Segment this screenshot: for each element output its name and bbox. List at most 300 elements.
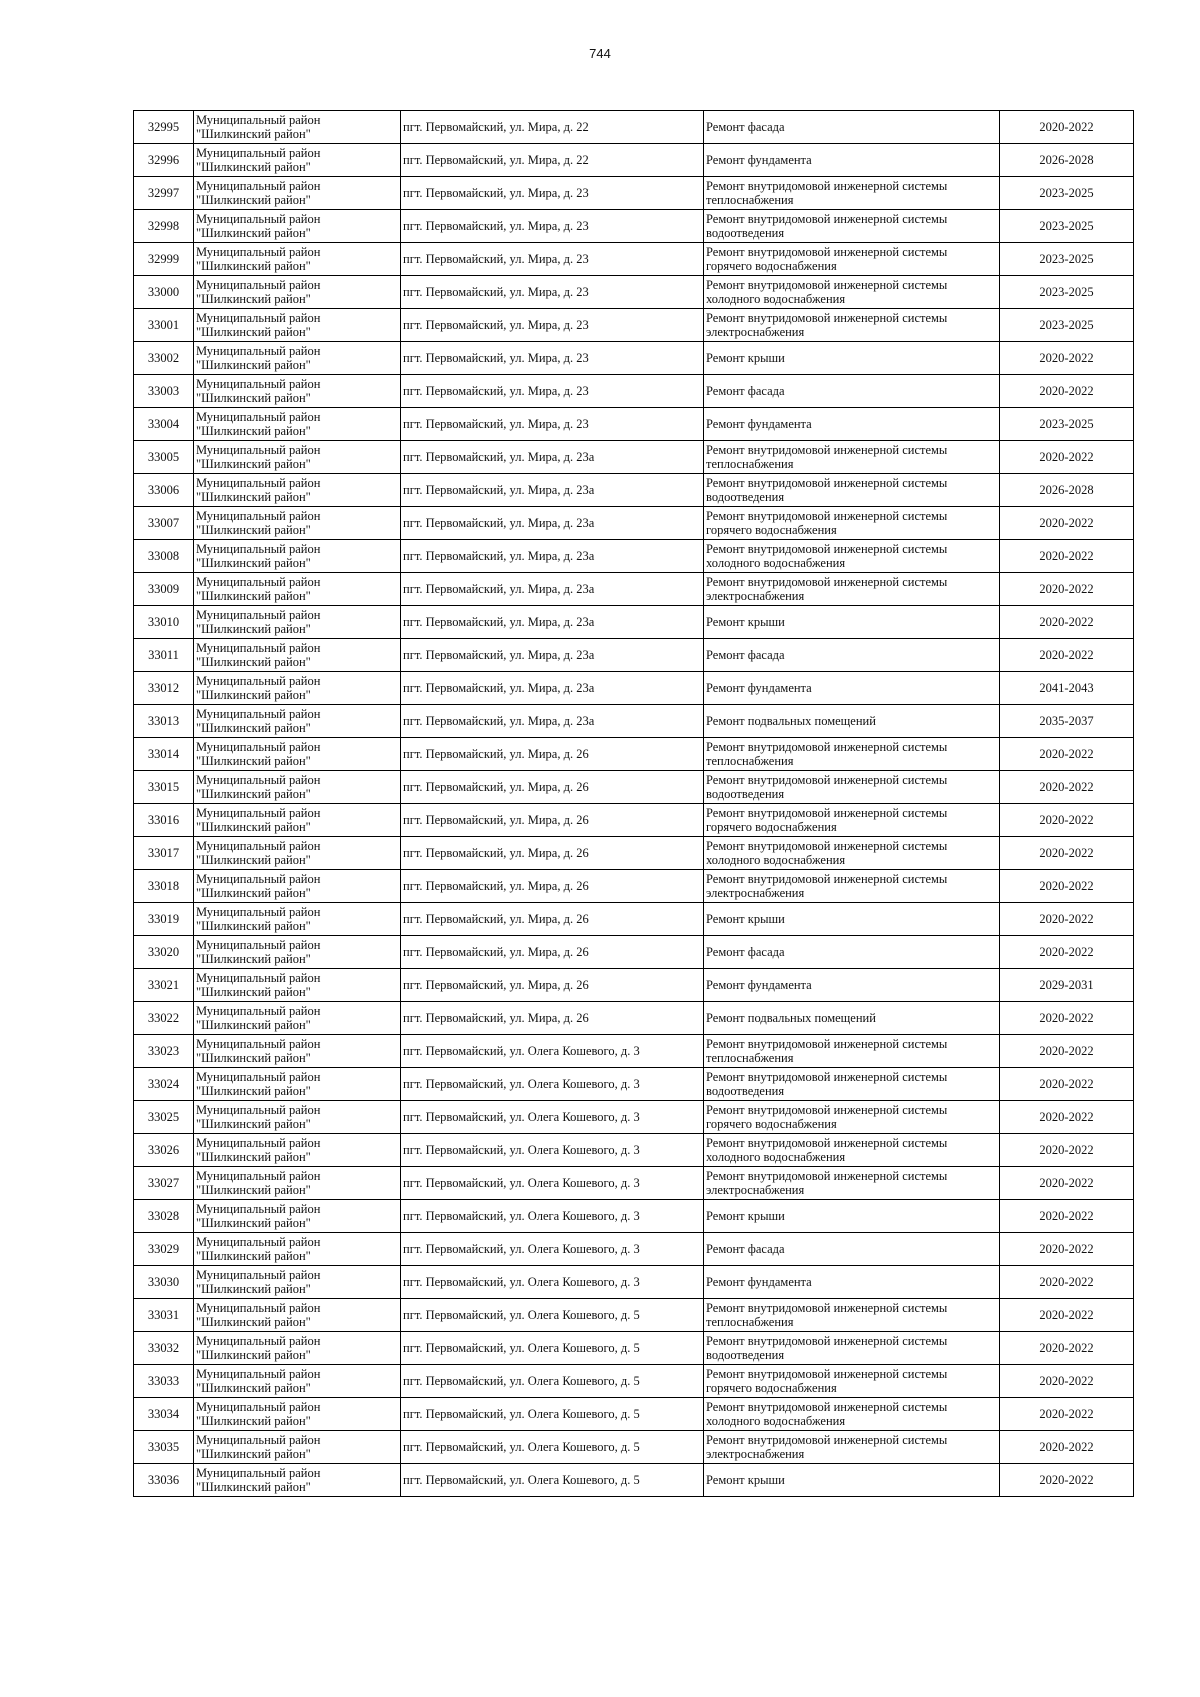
municipality-cell	[194, 375, 401, 408]
municipality-line-1: Муниципальный район	[196, 1465, 321, 1480]
work-type-cell	[704, 1299, 1000, 1332]
municipality-cell	[194, 1035, 401, 1068]
address-cell: пгт. Первомайский, ул. Олега Кошевого, д. 3	[401, 1167, 704, 1200]
work-type-line-2: водоотведения	[706, 226, 785, 240]
table-row	[134, 672, 1134, 705]
municipality-line-1: Муниципальный район	[196, 904, 321, 919]
work-type-cell	[704, 507, 1000, 540]
address-cell: пгт. Первомайский, ул. Мира, д. 23а	[401, 705, 704, 738]
municipality-line-2: "Шилкинский район"	[196, 292, 311, 306]
period-cell: 2020-2022	[1000, 441, 1134, 474]
municipality-line-2: "Шилкинский район"	[196, 886, 311, 900]
work-type-line-1: Ремонт фасада	[706, 383, 785, 398]
address-cell: пгт. Первомайский, ул. Мира, д. 26	[401, 837, 704, 870]
work-type-cell	[704, 1101, 1000, 1134]
address-cell: пгт. Первомайский, ул. Олега Кошевого, д. 3	[401, 1200, 704, 1233]
municipality-line-2: "Шилкинский район"	[196, 853, 311, 867]
row-number: 33019	[134, 903, 194, 936]
work-type-line-2: электроснабжения	[706, 1447, 805, 1461]
municipality-line-2: "Шилкинский район"	[196, 325, 311, 339]
table-row	[134, 243, 1134, 276]
municipality-line-1: Муниципальный район	[196, 1069, 321, 1084]
row-number: 33023	[134, 1035, 194, 1068]
municipality-line-1: Муниципальный район	[196, 1267, 321, 1282]
municipality-line-1: Муниципальный район	[196, 1432, 321, 1447]
address-cell: пгт. Первомайский, ул. Олега Кошевого, д. 3	[401, 1266, 704, 1299]
municipality-line-1: Муниципальный район	[196, 673, 321, 688]
work-type-line-2: водоотведения	[706, 1084, 785, 1098]
period-cell: 2026-2028	[1000, 144, 1134, 177]
work-type-line-2: горячего водоснабжения	[706, 523, 837, 537]
work-type-line-1: Ремонт внутридомовой инженерной системы	[706, 1102, 948, 1117]
municipality-line-1: Муниципальный район	[196, 1201, 321, 1216]
row-number: 33004	[134, 408, 194, 441]
municipality-line-2: "Шилкинский район"	[196, 160, 311, 174]
municipality-cell	[194, 441, 401, 474]
table-row	[134, 1035, 1134, 1068]
table-row	[134, 375, 1134, 408]
work-type-cell	[704, 276, 1000, 309]
row-number: 32997	[134, 177, 194, 210]
address-cell: пгт. Первомайский, ул. Мира, д. 23	[401, 276, 704, 309]
period-cell: 2020-2022	[1000, 1167, 1134, 1200]
table-row	[134, 969, 1134, 1002]
table-row	[134, 408, 1134, 441]
work-type-line-1: Ремонт фундамента	[706, 1274, 812, 1289]
work-type-line-1: Ремонт внутридомовой инженерной системы	[706, 310, 948, 325]
table-row	[134, 903, 1134, 936]
work-type-line-2: электроснабжения	[706, 886, 805, 900]
work-type-line-1: Ремонт внутридомовой инженерной системы	[706, 1333, 948, 1348]
address-cell: пгт. Первомайский, ул. Мира, д. 26	[401, 903, 704, 936]
row-number: 33029	[134, 1233, 194, 1266]
municipality-line-2: "Шилкинский район"	[196, 1150, 311, 1164]
table-row	[134, 771, 1134, 804]
municipality-cell	[194, 1002, 401, 1035]
work-type-line-1: Ремонт крыши	[706, 350, 785, 365]
work-type-line-1: Ремонт внутридомовой инженерной системы	[706, 1135, 948, 1150]
address-cell: пгт. Первомайский, ул. Мира, д. 26	[401, 804, 704, 837]
work-type-line-2: теплоснабжения	[706, 1051, 794, 1065]
municipality-line-1: Муниципальный район	[196, 607, 321, 622]
work-type-cell	[704, 1398, 1000, 1431]
table-body	[134, 111, 1134, 1497]
work-type-cell	[704, 936, 1000, 969]
address-cell: пгт. Первомайский, ул. Олега Кошевого, д. 5	[401, 1365, 704, 1398]
row-number: 33016	[134, 804, 194, 837]
table-row	[134, 870, 1134, 903]
work-type-line-1: Ремонт фундамента	[706, 416, 812, 431]
address-cell: пгт. Первомайский, ул. Мира, д. 26	[401, 936, 704, 969]
address-cell: пгт. Первомайский, ул. Олега Кошевого, д. 3	[401, 1068, 704, 1101]
work-type-line-1: Ремонт внутридомовой инженерной системы	[706, 541, 948, 556]
period-cell: 2035-2037	[1000, 705, 1134, 738]
municipality-cell	[194, 837, 401, 870]
period-cell: 2029-2031	[1000, 969, 1134, 1002]
period-cell: 2020-2022	[1000, 1332, 1134, 1365]
table-row	[134, 342, 1134, 375]
municipality-cell	[194, 111, 401, 144]
period-cell: 2023-2025	[1000, 276, 1134, 309]
table-row	[134, 738, 1134, 771]
address-cell: пгт. Первомайский, ул. Олега Кошевого, д. 5	[401, 1464, 704, 1497]
work-type-cell	[704, 408, 1000, 441]
work-type-cell	[704, 1332, 1000, 1365]
row-number: 33017	[134, 837, 194, 870]
address-cell: пгт. Первомайский, ул. Олега Кошевого, д. 3	[401, 1134, 704, 1167]
municipality-line-1: Муниципальный район	[196, 574, 321, 589]
table-row	[134, 1068, 1134, 1101]
work-type-cell	[704, 804, 1000, 837]
municipality-line-2: "Шилкинский район"	[196, 391, 311, 405]
work-type-cell	[704, 1266, 1000, 1299]
municipality-line-2: "Шилкинский район"	[196, 655, 311, 669]
municipality-line-2: "Шилкинский район"	[196, 1117, 311, 1131]
address-cell: пгт. Первомайский, ул. Олега Кошевого, д. 3	[401, 1233, 704, 1266]
period-cell: 2041-2043	[1000, 672, 1134, 705]
work-type-cell	[704, 672, 1000, 705]
period-cell: 2020-2022	[1000, 804, 1134, 837]
table-row	[134, 936, 1134, 969]
row-number: 33011	[134, 639, 194, 672]
municipality-line-1: Муниципальный район	[196, 310, 321, 325]
table-row	[134, 1233, 1134, 1266]
work-type-line-1: Ремонт внутридомовой инженерной системы	[706, 574, 948, 589]
work-type-cell	[704, 705, 1000, 738]
period-cell: 2020-2022	[1000, 1266, 1134, 1299]
row-number: 33030	[134, 1266, 194, 1299]
work-type-line-1: Ремонт фасада	[706, 1241, 785, 1256]
work-type-cell	[704, 1134, 1000, 1167]
row-number: 33014	[134, 738, 194, 771]
municipality-cell	[194, 1431, 401, 1464]
row-number: 33010	[134, 606, 194, 639]
work-type-line-2: холодного водоснабжения	[706, 556, 846, 570]
municipality-line-1: Муниципальный район	[196, 1399, 321, 1414]
work-type-line-1: Ремонт внутридомовой инженерной системы	[706, 178, 948, 193]
work-type-line-1: Ремонт внутридомовой инженерной системы	[706, 244, 948, 259]
period-cell: 2020-2022	[1000, 1431, 1134, 1464]
work-type-cell	[704, 738, 1000, 771]
address-cell: пгт. Первомайский, ул. Мира, д. 26	[401, 969, 704, 1002]
work-type-cell	[704, 1035, 1000, 1068]
row-number: 33007	[134, 507, 194, 540]
municipality-line-1: Муниципальный район	[196, 1234, 321, 1249]
table-row	[134, 144, 1134, 177]
repair-schedule-table	[133, 110, 1134, 1497]
work-type-line-1: Ремонт внутридомовой инженерной системы	[706, 838, 948, 853]
municipality-cell	[194, 1200, 401, 1233]
municipality-cell	[194, 210, 401, 243]
municipality-cell	[194, 342, 401, 375]
work-type-cell	[704, 1233, 1000, 1266]
work-type-cell	[704, 210, 1000, 243]
municipality-line-2: "Шилкинский район"	[196, 1315, 311, 1329]
work-type-cell	[704, 540, 1000, 573]
period-cell: 2020-2022	[1000, 573, 1134, 606]
address-cell: пгт. Первомайский, ул. Мира, д. 23	[401, 177, 704, 210]
row-number: 33022	[134, 1002, 194, 1035]
municipality-line-1: Муниципальный район	[196, 1036, 321, 1051]
municipality-line-2: "Шилкинский район"	[196, 259, 311, 273]
municipality-line-2: "Шилкинский район"	[196, 490, 311, 504]
row-number: 33036	[134, 1464, 194, 1497]
period-cell: 2020-2022	[1000, 738, 1134, 771]
work-type-line-1: Ремонт внутридомовой инженерной системы	[706, 772, 948, 787]
row-number: 33012	[134, 672, 194, 705]
municipality-line-1: Муниципальный район	[196, 970, 321, 985]
work-type-cell	[704, 309, 1000, 342]
work-type-line-2: холодного водоснабжения	[706, 1414, 846, 1428]
municipality-line-1: Муниципальный район	[196, 1003, 321, 1018]
work-type-line-1: Ремонт крыши	[706, 1472, 785, 1487]
table-row	[134, 1431, 1134, 1464]
row-number: 32998	[134, 210, 194, 243]
work-type-cell	[704, 870, 1000, 903]
address-cell: пгт. Первомайский, ул. Мира, д. 23а	[401, 441, 704, 474]
work-type-cell	[704, 111, 1000, 144]
work-type-line-1: Ремонт внутридомовой инженерной системы	[706, 211, 948, 226]
work-type-cell	[704, 969, 1000, 1002]
work-type-line-2: холодного водоснабжения	[706, 1150, 846, 1164]
municipality-line-1: Муниципальный район	[196, 145, 321, 160]
municipality-line-2: "Шилкинский район"	[196, 457, 311, 471]
work-type-line-2: холодного водоснабжения	[706, 292, 846, 306]
municipality-line-1: Муниципальный район	[196, 640, 321, 655]
address-cell: пгт. Первомайский, ул. Мира, д. 26	[401, 1002, 704, 1035]
row-number: 33026	[134, 1134, 194, 1167]
period-cell: 2020-2022	[1000, 1398, 1134, 1431]
period-cell: 2023-2025	[1000, 408, 1134, 441]
address-cell: пгт. Первомайский, ул. Мира, д. 23а	[401, 540, 704, 573]
work-type-cell	[704, 771, 1000, 804]
address-cell: пгт. Первомайский, ул. Мира, д. 23	[401, 375, 704, 408]
municipality-line-1: Муниципальный район	[196, 871, 321, 886]
work-type-line-1: Ремонт крыши	[706, 1208, 785, 1223]
work-type-line-1: Ремонт крыши	[706, 911, 785, 926]
table-row	[134, 1464, 1134, 1497]
municipality-line-1: Муниципальный район	[196, 541, 321, 556]
period-cell: 2020-2022	[1000, 870, 1134, 903]
municipality-line-1: Муниципальный район	[196, 739, 321, 754]
municipality-line-1: Муниципальный район	[196, 937, 321, 952]
municipality-cell	[194, 474, 401, 507]
work-type-line-1: Ремонт внутридомовой инженерной системы	[706, 1300, 948, 1315]
work-type-line-1: Ремонт фасада	[706, 119, 785, 134]
municipality-line-2: "Шилкинский район"	[196, 523, 311, 537]
work-type-line-2: горячего водоснабжения	[706, 259, 837, 273]
table-row	[134, 507, 1134, 540]
table-row	[134, 210, 1134, 243]
address-cell: пгт. Первомайский, ул. Олега Кошевого, д. 5	[401, 1299, 704, 1332]
row-number: 33018	[134, 870, 194, 903]
row-number: 33033	[134, 1365, 194, 1398]
work-type-cell	[704, 1200, 1000, 1233]
row-number: 33027	[134, 1167, 194, 1200]
work-type-cell	[704, 144, 1000, 177]
municipality-line-2: "Шилкинский район"	[196, 919, 311, 933]
municipality-cell	[194, 507, 401, 540]
address-cell: пгт. Первомайский, ул. Мира, д. 23а	[401, 639, 704, 672]
work-type-line-1: Ремонт внутридомовой инженерной системы	[706, 1069, 948, 1084]
row-number: 33003	[134, 375, 194, 408]
municipality-cell	[194, 309, 401, 342]
period-cell: 2020-2022	[1000, 1002, 1134, 1035]
work-type-line-1: Ремонт внутридомовой инженерной системы	[706, 1366, 948, 1381]
address-cell: пгт. Первомайский, ул. Мира, д. 23	[401, 210, 704, 243]
table-row	[134, 705, 1134, 738]
address-cell: пгт. Первомайский, ул. Мира, д. 26	[401, 738, 704, 771]
address-cell: пгт. Первомайский, ул. Олега Кошевого, д. 5	[401, 1332, 704, 1365]
address-cell: пгт. Первомайский, ул. Олега Кошевого, д. 3	[401, 1101, 704, 1134]
table-row	[134, 1266, 1134, 1299]
municipality-line-1: Муниципальный район	[196, 409, 321, 424]
row-number: 33013	[134, 705, 194, 738]
table-row	[134, 1167, 1134, 1200]
table-row	[134, 441, 1134, 474]
period-cell: 2020-2022	[1000, 507, 1134, 540]
table-row	[134, 1200, 1134, 1233]
work-type-line-1: Ремонт внутридомовой инженерной системы	[706, 1036, 948, 1051]
municipality-cell	[194, 639, 401, 672]
period-cell: 2020-2022	[1000, 1101, 1134, 1134]
row-number: 33001	[134, 309, 194, 342]
municipality-cell	[194, 1365, 401, 1398]
municipality-line-2: "Шилкинский район"	[196, 1084, 311, 1098]
municipality-line-2: "Шилкинский район"	[196, 787, 311, 801]
work-type-line-1: Ремонт внутридомовой инженерной системы	[706, 442, 948, 457]
municipality-cell	[194, 936, 401, 969]
address-cell: пгт. Первомайский, ул. Олега Кошевого, д. 5	[401, 1398, 704, 1431]
period-cell: 2020-2022	[1000, 837, 1134, 870]
address-cell: пгт. Первомайский, ул. Мира, д. 23а	[401, 474, 704, 507]
municipality-cell	[194, 1068, 401, 1101]
row-number: 33020	[134, 936, 194, 969]
period-cell: 2023-2025	[1000, 309, 1134, 342]
work-type-cell	[704, 1167, 1000, 1200]
municipality-cell	[194, 1332, 401, 1365]
period-cell: 2020-2022	[1000, 1299, 1134, 1332]
row-number: 33034	[134, 1398, 194, 1431]
work-type-cell	[704, 375, 1000, 408]
municipality-cell	[194, 144, 401, 177]
row-number: 33005	[134, 441, 194, 474]
municipality-line-2: "Шилкинский район"	[196, 424, 311, 438]
work-type-cell	[704, 243, 1000, 276]
period-cell: 2020-2022	[1000, 1035, 1134, 1068]
work-type-line-2: горячего водоснабжения	[706, 820, 837, 834]
municipality-cell	[194, 276, 401, 309]
table-row	[134, 177, 1134, 210]
municipality-cell	[194, 903, 401, 936]
work-type-cell	[704, 441, 1000, 474]
work-type-line-1: Ремонт внутридомовой инженерной системы	[706, 475, 948, 490]
municipality-line-2: "Шилкинский район"	[196, 589, 311, 603]
work-type-line-1: Ремонт внутридомовой инженерной системы	[706, 1399, 948, 1414]
work-type-line-1: Ремонт внутридомовой инженерной системы	[706, 277, 948, 292]
work-type-line-1: Ремонт внутридомовой инженерной системы	[706, 1168, 948, 1183]
table-row	[134, 1101, 1134, 1134]
work-type-line-2: водоотведения	[706, 490, 785, 504]
municipality-line-1: Муниципальный район	[196, 772, 321, 787]
row-number: 32999	[134, 243, 194, 276]
work-type-line-2: горячего водоснабжения	[706, 1381, 837, 1395]
period-cell: 2020-2022	[1000, 342, 1134, 375]
work-type-cell	[704, 639, 1000, 672]
work-type-line-1: Ремонт внутридомовой инженерной системы	[706, 871, 948, 886]
period-cell: 2020-2022	[1000, 639, 1134, 672]
work-type-cell	[704, 1002, 1000, 1035]
table-row	[134, 276, 1134, 309]
municipality-cell	[194, 573, 401, 606]
period-cell: 2023-2025	[1000, 210, 1134, 243]
period-cell: 2023-2025	[1000, 243, 1134, 276]
municipality-line-2: "Шилкинский район"	[196, 1282, 311, 1296]
work-type-line-2: теплоснабжения	[706, 457, 794, 471]
municipality-line-1: Муниципальный район	[196, 442, 321, 457]
municipality-cell	[194, 1299, 401, 1332]
address-cell: пгт. Первомайский, ул. Мира, д. 23а	[401, 573, 704, 606]
work-type-cell	[704, 1365, 1000, 1398]
work-type-line-2: теплоснабжения	[706, 193, 794, 207]
table-row	[134, 804, 1134, 837]
period-cell: 2020-2022	[1000, 1134, 1134, 1167]
table-row	[134, 606, 1134, 639]
table-row	[134, 639, 1134, 672]
municipality-line-2: "Шилкинский район"	[196, 1018, 311, 1032]
municipality-line-2: "Шилкинский район"	[196, 721, 311, 735]
work-type-line-2: электроснабжения	[706, 589, 805, 603]
address-cell: пгт. Первомайский, ул. Мира, д. 22	[401, 111, 704, 144]
municipality-cell	[194, 606, 401, 639]
work-type-line-2: теплоснабжения	[706, 754, 794, 768]
work-type-line-1: Ремонт фундамента	[706, 977, 812, 992]
municipality-cell	[194, 1233, 401, 1266]
municipality-line-1: Муниципальный район	[196, 1168, 321, 1183]
row-number: 33009	[134, 573, 194, 606]
row-number: 33032	[134, 1332, 194, 1365]
municipality-line-1: Муниципальный район	[196, 1366, 321, 1381]
period-cell: 2020-2022	[1000, 540, 1134, 573]
municipality-line-1: Муниципальный район	[196, 178, 321, 193]
period-cell: 2020-2022	[1000, 375, 1134, 408]
municipality-cell	[194, 540, 401, 573]
work-type-line-2: горячего водоснабжения	[706, 1117, 837, 1131]
row-number: 33000	[134, 276, 194, 309]
period-cell: 2020-2022	[1000, 111, 1134, 144]
work-type-line-2: электроснабжения	[706, 325, 805, 339]
table-row	[134, 837, 1134, 870]
municipality-line-2: "Шилкинский район"	[196, 1381, 311, 1395]
work-type-line-1: Ремонт фундамента	[706, 680, 812, 695]
row-number: 33028	[134, 1200, 194, 1233]
work-type-cell	[704, 573, 1000, 606]
municipality-line-1: Муниципальный район	[196, 838, 321, 853]
table-row	[134, 474, 1134, 507]
table-row	[134, 1134, 1134, 1167]
row-number: 33006	[134, 474, 194, 507]
municipality-line-1: Муниципальный район	[196, 1333, 321, 1348]
row-number: 32996	[134, 144, 194, 177]
table-row	[134, 1332, 1134, 1365]
municipality-line-2: "Шилкинский район"	[196, 820, 311, 834]
municipality-line-2: "Шилкинский район"	[196, 193, 311, 207]
work-type-cell	[704, 342, 1000, 375]
row-number: 33021	[134, 969, 194, 1002]
work-type-line-1: Ремонт крыши	[706, 614, 785, 629]
address-cell: пгт. Первомайский, ул. Мира, д. 22	[401, 144, 704, 177]
municipality-line-2: "Шилкинский район"	[196, 1414, 311, 1428]
